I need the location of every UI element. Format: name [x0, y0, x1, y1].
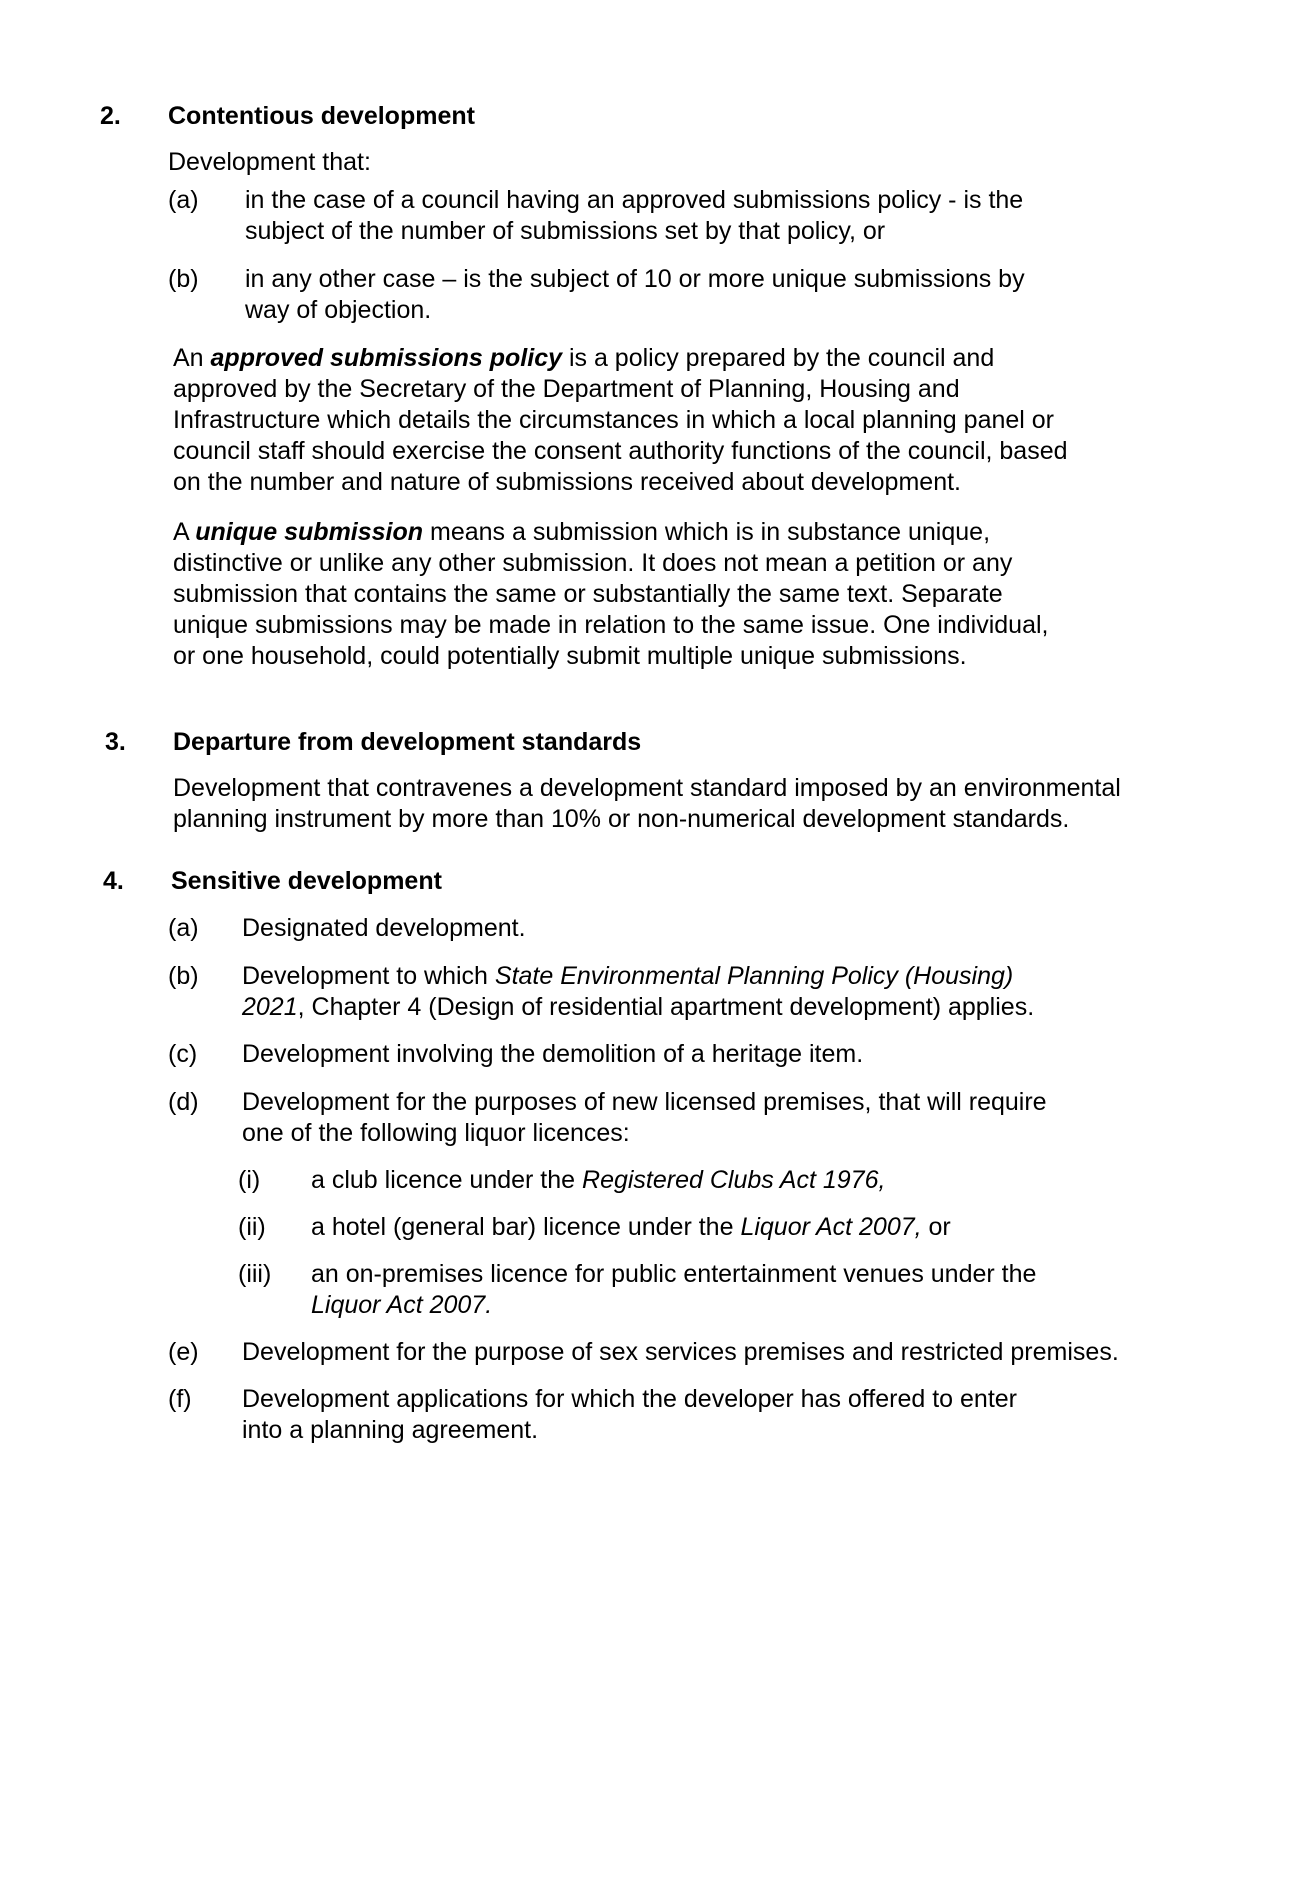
- subitem-label-iii: (iii): [238, 1260, 272, 1288]
- section-3-line-2: planning instrument by more than 10% or non-numerical development standards.: [173, 805, 1070, 833]
- subitem-ii-pre: a hotel (general bar) licence under the: [311, 1213, 741, 1241]
- item-label-b: (b): [168, 265, 199, 293]
- item-4e-text: Development for the purpose of sex services premises and restricted premises.: [242, 1338, 1119, 1366]
- item-label-4a: (a): [168, 914, 199, 942]
- item-label-4e: (e): [168, 1338, 199, 1366]
- section-3-line-1: Development that contravenes a development standard imposed by an environmental: [173, 774, 1121, 802]
- section-3-heading: Departure from development standards: [173, 728, 642, 756]
- item-4b-pre: Development to which: [242, 962, 495, 990]
- section-4-heading: Sensitive development: [171, 867, 442, 895]
- definition-1-line-2: approved by the Secretary of the Department of Planning, Housing and: [173, 375, 960, 403]
- item-b-line-1: in any other case – is the subject of 10 or more unique submissions by: [245, 265, 1025, 293]
- item-b-line-2: way of objection.: [245, 296, 432, 324]
- item-4c-text: Development involving the demolition of a heritage item.: [242, 1040, 864, 1068]
- definition-2-pre: A: [173, 518, 196, 546]
- item-4b-italic-year: 2021: [242, 993, 298, 1021]
- defined-term-unique-submission: unique submission: [195, 518, 424, 546]
- item-4b-rest: , Chapter 4 (Design of residential apartment development) applies.: [297, 993, 1035, 1021]
- section-2-intro: Development that:: [168, 148, 371, 176]
- definition-1-rest: is a policy prepared by the council and: [562, 344, 995, 372]
- definition-2-line-4: unique submissions may be made in relation to the same issue. One individual,: [173, 611, 1049, 639]
- definition-approved-submissions-policy-line-1: [173, 343, 994, 374]
- item-a-line-1: in the case of a council having an approved submissions policy - is the: [245, 186, 1024, 214]
- item-a-line-2: subject of the number of submissions set by that policy, or: [245, 217, 886, 245]
- subitem-iii-act: Liquor Act 2007.: [311, 1291, 493, 1319]
- item-4b-line-2: [242, 992, 1034, 1023]
- subitem-ii-post: or: [921, 1213, 951, 1241]
- definition-2-rest: means a submission which is in substance unique,: [423, 518, 991, 546]
- item-4d-line-2: one of the following liquor licences:: [242, 1119, 630, 1147]
- definition-2-line-5: or one household, could potentially submit multiple unique submissions.: [173, 642, 967, 670]
- subitem-i-act: Registered Clubs Act 1976,: [582, 1166, 886, 1194]
- item-label-a: (a): [168, 186, 199, 214]
- subitem-iii-line-1: an on-premises licence for public entertainment venues under the: [311, 1260, 1037, 1288]
- subitem-ii-act: Liquor Act 2007,: [740, 1213, 922, 1241]
- item-4b-italic-title: State Environmental Planning Policy (Housing): [494, 962, 1014, 990]
- definition-1-line-3: Infrastructure which details the circumstances in which a local planning panel or: [173, 406, 1055, 434]
- definition-1-line-5: on the number and nature of submissions received about development.: [173, 468, 961, 496]
- subitem-i-pre: a club licence under the: [311, 1166, 583, 1194]
- item-label-4d: (d): [168, 1088, 199, 1116]
- subitem-i-text: [311, 1165, 885, 1196]
- definition-2-line-2: distinctive or unlike any other submission. It does not mean a petition or any: [173, 549, 1013, 577]
- subitem-ii-text: [311, 1212, 951, 1243]
- item-label-4b: (b): [168, 962, 199, 990]
- item-4a-text: Designated development.: [242, 914, 526, 942]
- definition-unique-submission-line-1: [173, 517, 990, 548]
- subitem-label-ii: (ii): [238, 1213, 266, 1241]
- section-3-number: 3.: [105, 728, 126, 756]
- item-4f-line-1: Development applications for which the developer has offered to enter: [242, 1385, 1018, 1413]
- item-label-4c: (c): [168, 1040, 198, 1068]
- item-4b-line-1: [242, 961, 1013, 992]
- item-label-4f: (f): [168, 1385, 192, 1413]
- section-2-heading: Contentious development: [168, 102, 475, 130]
- section-4-number: 4.: [103, 867, 124, 895]
- definition-1-pre: An: [173, 344, 211, 372]
- subitem-label-i: (i): [238, 1166, 261, 1194]
- item-4d-line-1: Development for the purposes of new licensed premises, that will require: [242, 1088, 1047, 1116]
- defined-term-approved-submissions-policy: approved submissions policy: [210, 344, 563, 372]
- item-4f-line-2: into a planning agreement.: [242, 1416, 539, 1444]
- definition-2-line-3: submission that contains the same or substantially the same text. Separate: [173, 580, 1003, 608]
- section-2-number: 2.: [100, 102, 121, 130]
- definition-1-line-4: council staff should exercise the consent authority functions of the council, based: [173, 437, 1068, 465]
